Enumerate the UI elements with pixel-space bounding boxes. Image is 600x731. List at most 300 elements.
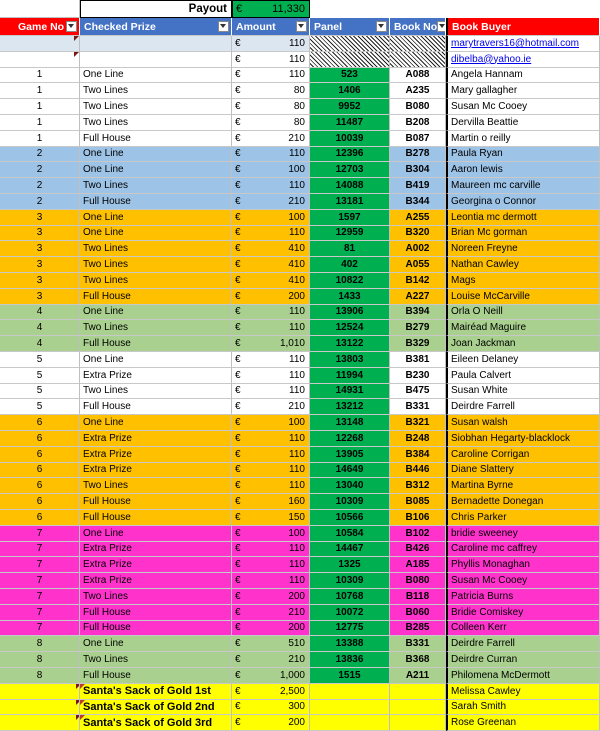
book-no-cell[interactable] [390, 463, 446, 479]
game-no-cell[interactable] [0, 526, 80, 542]
book-buyer-cell[interactable] [446, 210, 600, 226]
game-no-cell[interactable] [0, 83, 80, 99]
book-no-cell[interactable] [390, 178, 446, 194]
panel-cell[interactable] [310, 510, 390, 526]
game-no-cell-value: 1 [36, 116, 43, 128]
book-no-cell[interactable] [390, 573, 446, 589]
book-buyer-cell[interactable] [446, 194, 600, 210]
game-no-cell[interactable] [0, 241, 80, 257]
book-no-cell[interactable] [390, 68, 446, 84]
amount-cell[interactable] [232, 700, 310, 716]
checked-prize-cell[interactable] [80, 431, 232, 447]
book-buyer-cell[interactable] [446, 384, 600, 400]
panel-cell[interactable] [310, 210, 390, 226]
panel-cell[interactable] [310, 131, 390, 147]
panel-cell[interactable] [310, 384, 390, 400]
panel-cell[interactable] [310, 415, 390, 431]
panel-cell[interactable] [310, 226, 390, 242]
book-buyer-cell[interactable] [446, 621, 600, 637]
book-buyer-cell[interactable] [446, 494, 600, 510]
book-no-cell-value: B368 [405, 654, 430, 666]
checked-prize-cell[interactable] [80, 447, 232, 463]
panel-cell[interactable] [310, 368, 390, 384]
panel-cell[interactable] [310, 494, 390, 510]
header-checked-prize[interactable] [80, 18, 232, 36]
panel-cell-value: 10039 [335, 132, 364, 144]
table-row [0, 384, 600, 400]
panel-cell[interactable] [310, 399, 390, 415]
checked-prize-cell[interactable] [80, 162, 232, 178]
checked-prize-cell[interactable] [80, 68, 232, 84]
panel-cell[interactable] [310, 668, 390, 684]
currency-symbol: € [235, 306, 241, 318]
book-no-cell[interactable] [390, 226, 446, 242]
game-no-cell[interactable] [0, 52, 80, 68]
payout-blank-cell[interactable] [0, 0, 80, 18]
table-row [0, 320, 600, 336]
book-no-cell[interactable] [390, 510, 446, 526]
amount-cell[interactable] [232, 99, 310, 115]
game-no-cell[interactable] [0, 194, 80, 210]
checked-prize-cell[interactable] [80, 668, 232, 684]
book-buyer-cell[interactable] [446, 336, 600, 352]
book-no-cell-value: B312 [405, 480, 430, 492]
game-no-cell[interactable] [0, 273, 80, 289]
game-no-cell[interactable] [0, 447, 80, 463]
checked-prize-cell[interactable] [80, 352, 232, 368]
checked-prize-cell[interactable] [80, 557, 232, 573]
book-buyer-cell[interactable] [446, 305, 600, 321]
panel-cell[interactable] [310, 352, 390, 368]
checked-prize-cell[interactable] [80, 147, 232, 163]
book-buyer-cell-value: Phyllis Monaghan [451, 559, 530, 571]
amount-cell[interactable] [232, 336, 310, 352]
book-no-cell[interactable] [390, 636, 446, 652]
checked-prize-cell[interactable] [80, 36, 232, 52]
filter-dropdown-icon[interactable] [376, 21, 387, 32]
checked-prize-cell[interactable] [80, 478, 232, 494]
checked-prize-cell[interactable] [80, 368, 232, 384]
amount-cell[interactable] [232, 510, 310, 526]
panel-cell[interactable] [310, 289, 390, 305]
book-buyer-cell[interactable] [446, 652, 600, 668]
amount-cell[interactable] [232, 605, 310, 621]
amount-cell[interactable] [232, 68, 310, 84]
game-no-cell[interactable] [0, 399, 80, 415]
book-buyer-cell[interactable] [446, 399, 600, 415]
game-no-cell[interactable] [0, 463, 80, 479]
amount-cell[interactable] [232, 368, 310, 384]
book-no-cell[interactable] [390, 526, 446, 542]
book-buyer-cell[interactable] [446, 415, 600, 431]
currency-symbol: € [235, 322, 241, 334]
game-no-cell[interactable] [0, 589, 80, 605]
checked-prize-cell[interactable] [80, 273, 232, 289]
amount-value: 410 [288, 274, 305, 286]
book-no-cell-value: B331 [405, 638, 430, 650]
checked-prize-cell[interactable] [80, 241, 232, 257]
panel-cell[interactable] [310, 652, 390, 668]
amount-cell[interactable] [232, 399, 310, 415]
checked-prize-cell-value: Full House [83, 132, 131, 144]
panel-cell[interactable] [310, 68, 390, 84]
amount-cell[interactable] [232, 447, 310, 463]
book-no-cell[interactable] [390, 320, 446, 336]
panel-cell[interactable] [310, 478, 390, 494]
game-no-cell[interactable] [0, 305, 80, 321]
book-buyer-cell[interactable] [446, 178, 600, 194]
amount-cell[interactable] [232, 273, 310, 289]
header-game-no[interactable] [0, 18, 80, 36]
amount-cell[interactable] [232, 226, 310, 242]
book-no-cell[interactable] [390, 83, 446, 99]
panel-cell[interactable] [310, 305, 390, 321]
header-book-no[interactable] [390, 18, 446, 36]
panel-cell[interactable] [310, 273, 390, 289]
comment-indicator-icon[interactable] [80, 715, 85, 720]
checked-prize-cell[interactable] [80, 131, 232, 147]
checked-prize-cell[interactable] [80, 320, 232, 336]
game-no-cell[interactable] [0, 162, 80, 178]
amount-cell[interactable] [232, 431, 310, 447]
amount-cell[interactable] [232, 684, 310, 700]
amount-cell[interactable] [232, 241, 310, 257]
book-buyer-cell-value: Dervilla Beattie [451, 116, 519, 128]
panel-cell[interactable] [310, 636, 390, 652]
amount-cell[interactable] [232, 384, 310, 400]
game-no-cell[interactable] [0, 668, 80, 684]
book-no-cell[interactable] [390, 162, 446, 178]
amount-cell[interactable] [232, 573, 310, 589]
comment-indicator-icon[interactable] [74, 36, 79, 41]
comment-indicator-icon[interactable] [74, 52, 79, 57]
panel-cell[interactable] [310, 589, 390, 605]
game-no-cell[interactable] [0, 384, 80, 400]
table-row [0, 336, 600, 352]
checked-prize-cell-value: Two Lines [83, 480, 129, 492]
amount-cell[interactable] [232, 652, 310, 668]
panel-cell[interactable] [310, 115, 390, 131]
game-no-cell[interactable] [0, 605, 80, 621]
book-buyer-cell[interactable] [446, 83, 600, 99]
game-no-cell[interactable] [0, 621, 80, 637]
game-no-cell[interactable] [0, 494, 80, 510]
book-buyer-cell[interactable] [446, 431, 600, 447]
checked-prize-cell[interactable] [80, 636, 232, 652]
game-no-cell-value: 4 [36, 306, 43, 318]
panel-cell[interactable] [310, 194, 390, 210]
panel-cell[interactable] [310, 526, 390, 542]
checked-prize-cell[interactable] [80, 463, 232, 479]
amount-cell[interactable] [232, 557, 310, 573]
book-buyer-cell[interactable] [446, 368, 600, 384]
game-no-cell[interactable] [0, 352, 80, 368]
game-no-cell[interactable] [0, 226, 80, 242]
checked-prize-cell[interactable] [80, 178, 232, 194]
panel-cell-value: 10584 [335, 527, 364, 539]
game-no-cell[interactable] [0, 289, 80, 305]
panel-cell[interactable] [310, 83, 390, 99]
panel-cell[interactable] [310, 241, 390, 257]
book-buyer-cell[interactable] [446, 241, 600, 257]
checked-prize-cell[interactable] [80, 226, 232, 242]
checked-prize-cell[interactable] [80, 700, 232, 716]
checked-prize-cell[interactable] [80, 510, 232, 526]
game-no-cell[interactable] [0, 684, 80, 700]
game-no-cell[interactable] [0, 147, 80, 163]
game-no-cell[interactable] [0, 178, 80, 194]
amount-cell[interactable] [232, 352, 310, 368]
checked-prize-cell[interactable] [80, 115, 232, 131]
amount-cell[interactable] [232, 668, 310, 684]
book-buyer-cell[interactable] [446, 352, 600, 368]
game-no-cell[interactable] [0, 368, 80, 384]
book-buyer-cell[interactable] [446, 52, 600, 68]
amount-cell[interactable] [232, 621, 310, 637]
book-buyer-cell[interactable] [446, 226, 600, 242]
checked-prize-cell[interactable] [80, 52, 232, 68]
book-buyer-cell[interactable] [446, 99, 600, 115]
filter-dropdown-icon[interactable] [218, 21, 229, 32]
book-buyer-cell[interactable] [446, 542, 600, 558]
amount-cell[interactable] [232, 320, 310, 336]
panel-cell[interactable] [310, 52, 390, 68]
amount-cell[interactable] [232, 210, 310, 226]
book-no-cell[interactable] [390, 668, 446, 684]
book-buyer-cell[interactable] [446, 700, 600, 716]
checked-prize-cell-value: Santa's Sack of Gold 3rd [83, 716, 213, 729]
checked-prize-cell[interactable] [80, 621, 232, 637]
game-no-cell[interactable] [0, 336, 80, 352]
book-no-cell[interactable] [390, 147, 446, 163]
book-buyer-cell[interactable] [446, 668, 600, 684]
currency-symbol: € [235, 164, 241, 176]
panel-cell[interactable] [310, 542, 390, 558]
checked-prize-cell[interactable] [80, 399, 232, 415]
amount-cell[interactable] [232, 589, 310, 605]
panel-cell[interactable] [310, 605, 390, 621]
checked-prize-cell[interactable] [80, 305, 232, 321]
book-no-cell[interactable] [390, 542, 446, 558]
checked-prize-cell[interactable] [80, 289, 232, 305]
book-no-cell[interactable] [390, 589, 446, 605]
book-buyer-cell[interactable] [446, 463, 600, 479]
book-no-cell[interactable] [390, 194, 446, 210]
book-no-cell[interactable] [390, 131, 446, 147]
game-no-cell[interactable] [0, 573, 80, 589]
game-no-cell[interactable] [0, 99, 80, 115]
panel-cell[interactable] [310, 257, 390, 273]
game-no-cell[interactable] [0, 115, 80, 131]
comment-indicator-icon[interactable] [80, 684, 85, 689]
game-no-cell[interactable] [0, 210, 80, 226]
filter-dropdown-icon[interactable] [66, 21, 77, 32]
book-buyer-cell[interactable] [446, 636, 600, 652]
game-no-cell[interactable] [0, 431, 80, 447]
amount-cell[interactable] [232, 415, 310, 431]
game-no-cell[interactable] [0, 36, 80, 52]
panel-cell[interactable] [310, 431, 390, 447]
amount-cell[interactable] [232, 147, 310, 163]
game-no-cell[interactable] [0, 652, 80, 668]
book-buyer-cell[interactable] [446, 589, 600, 605]
header-book-buyer[interactable] [446, 18, 600, 36]
panel-cell[interactable] [310, 557, 390, 573]
book-no-cell[interactable] [390, 621, 446, 637]
game-no-cell[interactable] [0, 415, 80, 431]
panel-cell[interactable] [310, 99, 390, 115]
panel-cell[interactable] [310, 36, 390, 52]
book-no-cell[interactable] [390, 289, 446, 305]
checked-prize-cell[interactable] [80, 210, 232, 226]
book-buyer-cell[interactable] [446, 510, 600, 526]
table-row [0, 589, 600, 605]
amount-cell[interactable] [232, 526, 310, 542]
game-no-cell[interactable] [0, 510, 80, 526]
amount-cell[interactable] [232, 194, 310, 210]
checked-prize-cell-value: Santa's Sack of Gold 2nd [83, 700, 215, 713]
book-buyer-cell[interactable] [446, 273, 600, 289]
book-buyer-cell[interactable] [446, 320, 600, 336]
book-no-cell[interactable] [390, 447, 446, 463]
amount-cell[interactable] [232, 494, 310, 510]
book-no-cell[interactable] [390, 399, 446, 415]
checked-prize-cell[interactable] [80, 336, 232, 352]
panel-cell[interactable] [310, 447, 390, 463]
filter-dropdown-icon[interactable] [437, 21, 446, 32]
panel-cell[interactable] [310, 621, 390, 637]
checked-prize-cell[interactable] [80, 605, 232, 621]
game-no-cell[interactable] [0, 257, 80, 273]
book-buyer-cell[interactable] [446, 447, 600, 463]
amount-value: 410 [288, 259, 305, 271]
book-no-cell[interactable] [390, 305, 446, 321]
book-buyer-cell[interactable] [446, 605, 600, 621]
book-buyer-cell-value: Colleen Kerr [451, 622, 507, 634]
payout-label-cell[interactable] [80, 0, 232, 18]
filter-dropdown-icon[interactable] [296, 21, 307, 32]
payout-value-cell[interactable] [232, 0, 310, 18]
game-no-cell[interactable] [0, 700, 80, 716]
book-buyer-cell[interactable] [446, 115, 600, 131]
book-buyer-cell[interactable] [446, 68, 600, 84]
panel-cell[interactable] [310, 336, 390, 352]
book-no-cell[interactable] [390, 36, 446, 52]
book-no-cell[interactable] [390, 368, 446, 384]
book-no-cell[interactable] [390, 431, 446, 447]
book-no-cell[interactable] [390, 384, 446, 400]
checked-prize-cell[interactable] [80, 494, 232, 510]
book-no-cell[interactable] [390, 352, 446, 368]
book-no-cell[interactable] [390, 99, 446, 115]
book-buyer-cell[interactable] [446, 478, 600, 494]
book-no-cell[interactable] [390, 336, 446, 352]
book-buyer-cell[interactable] [446, 526, 600, 542]
book-no-cell[interactable] [390, 52, 446, 68]
amount-cell[interactable] [232, 52, 310, 68]
amount-cell[interactable] [232, 636, 310, 652]
game-no-cell[interactable] [0, 636, 80, 652]
book-no-cell[interactable] [390, 115, 446, 131]
panel-cell[interactable] [310, 573, 390, 589]
checked-prize-cell[interactable] [80, 257, 232, 273]
checked-prize-cell[interactable] [80, 194, 232, 210]
panel-cell[interactable] [310, 684, 390, 700]
amount-cell[interactable] [232, 305, 310, 321]
book-no-cell[interactable] [390, 257, 446, 273]
game-no-cell[interactable] [0, 320, 80, 336]
book-buyer-cell[interactable] [446, 684, 600, 700]
book-buyer-cell[interactable] [446, 162, 600, 178]
book-no-cell[interactable] [390, 494, 446, 510]
checked-prize-cell[interactable] [80, 415, 232, 431]
amount-cell[interactable] [232, 478, 310, 494]
book-buyer-cell[interactable] [446, 131, 600, 147]
game-no-cell[interactable] [0, 131, 80, 147]
amount-cell[interactable] [232, 463, 310, 479]
book-no-cell[interactable] [390, 557, 446, 573]
panel-cell[interactable] [310, 700, 390, 716]
panel-cell[interactable] [310, 320, 390, 336]
panel-cell[interactable] [310, 162, 390, 178]
comment-indicator-icon[interactable] [80, 700, 85, 705]
checked-prize-cell[interactable] [80, 384, 232, 400]
book-buyer-cell[interactable] [446, 557, 600, 573]
book-buyer-cell[interactable] [446, 289, 600, 305]
book-no-cell[interactable] [390, 415, 446, 431]
game-no-cell[interactable] [0, 542, 80, 558]
book-no-cell[interactable] [390, 605, 446, 621]
amount-cell[interactable] [232, 83, 310, 99]
book-buyer-cell[interactable] [446, 147, 600, 163]
book-no-cell[interactable] [390, 241, 446, 257]
amount-cell[interactable] [232, 131, 310, 147]
game-no-cell[interactable] [0, 478, 80, 494]
book-no-cell[interactable] [390, 273, 446, 289]
panel-cell[interactable] [310, 463, 390, 479]
book-buyer-cell[interactable] [446, 257, 600, 273]
amount-cell[interactable] [232, 178, 310, 194]
game-no-cell[interactable] [0, 557, 80, 573]
checked-prize-cell[interactable] [80, 99, 232, 115]
checked-prize-cell[interactable] [80, 526, 232, 542]
book-buyer-cell[interactable] [446, 36, 600, 52]
amount-cell[interactable] [232, 36, 310, 52]
book-buyer-cell[interactable] [446, 573, 600, 589]
checked-prize-cell[interactable] [80, 589, 232, 605]
book-no-cell[interactable] [390, 700, 446, 716]
amount-cell[interactable] [232, 542, 310, 558]
panel-cell[interactable] [310, 147, 390, 163]
amount-cell[interactable] [232, 257, 310, 273]
book-no-cell[interactable] [390, 652, 446, 668]
book-no-cell[interactable] [390, 210, 446, 226]
game-no-cell[interactable] [0, 68, 80, 84]
checked-prize-cell[interactable] [80, 573, 232, 589]
book-no-cell[interactable] [390, 684, 446, 700]
checked-prize-cell[interactable] [80, 684, 232, 700]
header-panel[interactable] [310, 18, 390, 36]
checked-prize-cell[interactable] [80, 83, 232, 99]
amount-cell[interactable] [232, 289, 310, 305]
header-amount[interactable] [232, 18, 310, 36]
panel-cell[interactable] [310, 178, 390, 194]
book-no-cell[interactable] [390, 478, 446, 494]
amount-cell[interactable] [232, 162, 310, 178]
amount-cell[interactable] [232, 115, 310, 131]
checked-prize-cell[interactable] [80, 542, 232, 558]
checked-prize-cell[interactable] [80, 652, 232, 668]
